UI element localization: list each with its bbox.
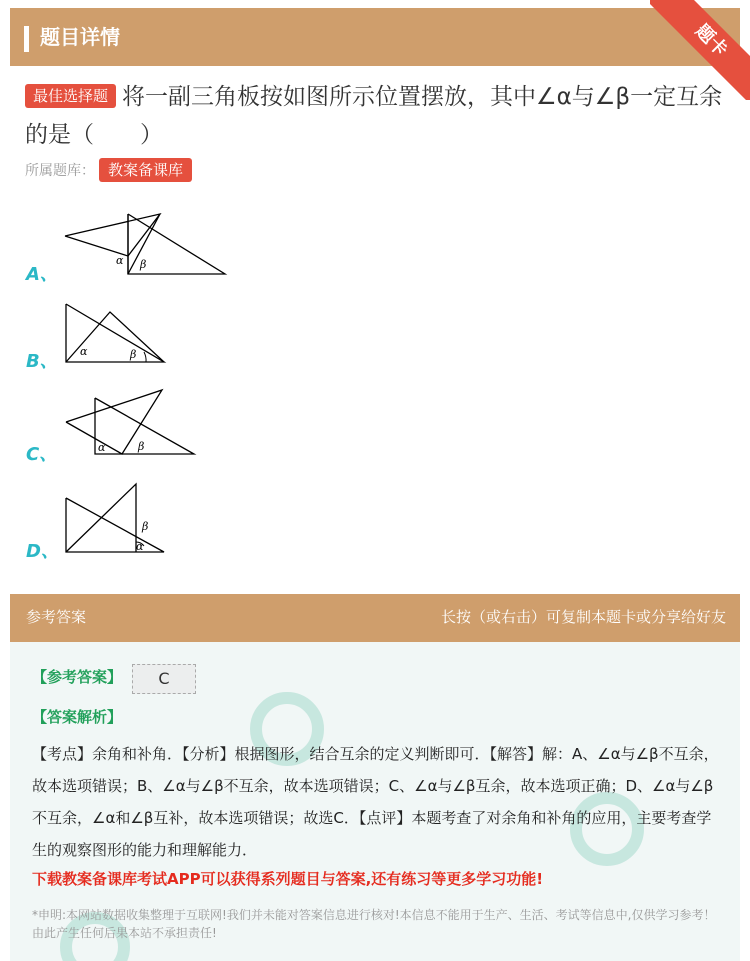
- question-bank: [25, 158, 192, 183]
- ref-answer-label: 【参考答案】: [32, 668, 123, 686]
- bank-label: 所属题库：: [25, 163, 95, 179]
- bank-name-tag[interactable]: 教案备课库: [99, 158, 192, 182]
- answer-section-body: [10, 642, 740, 961]
- option-a-beta: β: [140, 258, 147, 271]
- analysis-label: 【答案解析】: [32, 708, 123, 726]
- option-b-beta: β: [130, 348, 137, 361]
- question-stem: [25, 78, 725, 154]
- page-title: 题目详情: [40, 25, 120, 49]
- title-bar-accent: [24, 26, 29, 52]
- disclaimer-text: *申明:本网站数据收集整理于互联网!我们并未能对答案信息进行核对!本信息不能用于生产、生活、考试等信息中,仅供学习参考！由此产生任何后果本站不承担责任!: [32, 908, 716, 940]
- option-c-triangle-1: [66, 390, 162, 454]
- option-b-alpha: α: [80, 345, 88, 358]
- question-type-tag: 最佳选择题: [25, 84, 116, 108]
- option-d-figure: [60, 480, 170, 556]
- option-d-triangle-1: [66, 498, 164, 552]
- option-c-alpha: α: [98, 441, 106, 454]
- option-c-triangle-2: [95, 398, 194, 454]
- option-a-alpha: α: [116, 254, 124, 267]
- answer-section-header: [10, 594, 740, 642]
- question-text: 将一副三角板按如图所示位置摆放，其中∠α与∠β一定互余的是（ ）: [25, 84, 723, 148]
- option-b-figure: [60, 300, 170, 366]
- ref-answer-value[interactable]: C: [132, 664, 196, 694]
- option-d-label[interactable]: D、: [26, 541, 59, 562]
- option-c-label[interactable]: C、: [26, 444, 58, 465]
- option-d-triangle-2: [66, 484, 136, 552]
- option-b-beta-arc: [144, 352, 146, 362]
- app-promo-link[interactable]: 下载教案备课库考试APP可以获得系列题目与答案,还有练习等更多学习功能!: [32, 870, 544, 888]
- option-a-triangle-1: [65, 214, 160, 256]
- share-hint: 长按（或右击）可复制本题卡或分享给好友: [440, 608, 726, 626]
- option-c-figure: [60, 388, 200, 458]
- option-b-label[interactable]: B、: [26, 351, 58, 372]
- analysis-text: 【考点】余角和补角．【分析】根据图形，结合互余的定义判断即可．【解答】解：A、∠α与∠β不互余，故本选项错误；B、∠α与∠β不互余，故本选项错误；C、∠α与∠β互余，故本选项正确；D、∠α与∠β不互余，∠α和∠β互补，故本选项错误；故选C．【点评】本题考查了对余角和补角的应用，主要考查学生的观察图形的能力和理解能力．: [32, 745, 719, 859]
- page-header: [10, 8, 740, 66]
- option-a-figure: [60, 208, 235, 280]
- option-d-alpha: α: [136, 540, 144, 553]
- option-d-beta: β: [142, 520, 149, 533]
- answer-section-title: 参考答案: [26, 608, 87, 626]
- ribbon-label: 题卡: [650, 0, 750, 100]
- option-c-beta: β: [138, 440, 145, 453]
- option-a-label[interactable]: A、: [26, 264, 58, 285]
